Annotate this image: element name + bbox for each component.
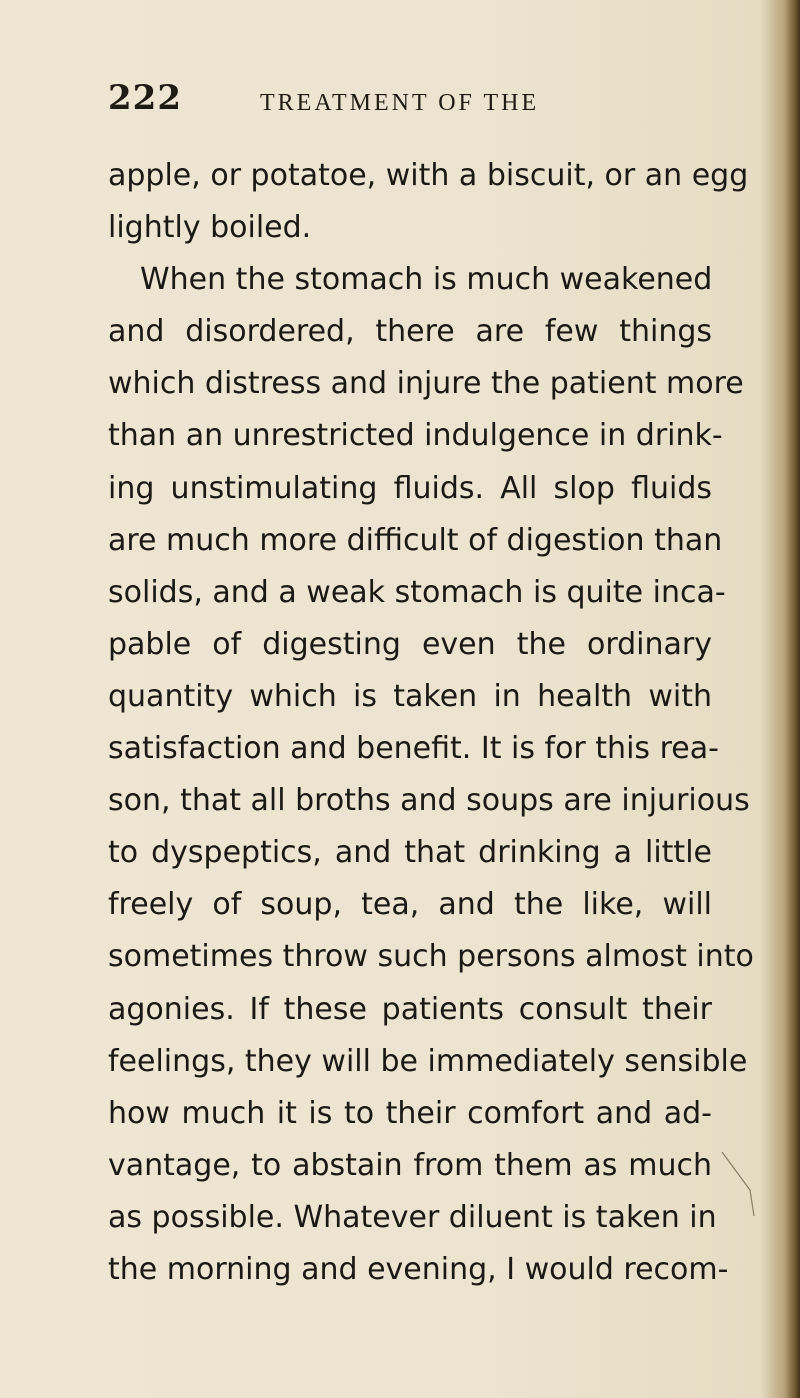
text-line: are much more difficult of digestion than	[108, 522, 723, 558]
text-line: agonies. If these patients consult their	[108, 991, 712, 1027]
text-line: how much it is to their comfort and ad-	[108, 1095, 712, 1131]
text-line: which distress and injure the patient more	[108, 366, 744, 402]
running-head: TREATMENT OF THE	[260, 90, 540, 116]
paragraph-start-line: When the stomach is much weakened	[140, 262, 713, 298]
text-line: as possible. Whatever diluent is taken in	[108, 1199, 717, 1235]
text-line: son, that all broths and soups are injurious	[108, 783, 750, 819]
text-line: satisfaction and benefit. It is for this rea-	[108, 731, 719, 767]
body-text	[108, 150, 754, 1296]
text-line: ing unstimulating fluids. All slop fluids	[108, 470, 712, 506]
binding-edge	[786, 0, 800, 1398]
text-line: the morning and evening, I would recom-	[108, 1251, 729, 1287]
text-line: freely of soup, tea, and the like, will	[108, 887, 712, 923]
text-line: than an unrestricted indulgence in drink-	[108, 418, 723, 454]
text-line: and disordered, there are few things	[108, 314, 712, 350]
text-line: vantage, to abstain from them as much	[108, 1147, 712, 1183]
page-number: 222	[108, 78, 182, 118]
page-crease-mark	[720, 1150, 770, 1220]
text-line: sometimes throw such persons almost into	[108, 939, 754, 975]
text-line: solids, and a weak stomach is quite inca-	[108, 574, 726, 610]
text-line: to dyspeptics, and that drinking a little	[108, 835, 712, 871]
text-line: lightly boiled.	[108, 210, 312, 246]
text-line: feelings, they will be immediately sensible	[108, 1043, 748, 1079]
text-line: pable of digesting even the ordinary	[108, 626, 712, 662]
text-line: apple, or potatoe, with a biscuit, or an egg	[108, 158, 749, 193]
text-line: quantity which is taken in health with	[108, 678, 712, 714]
